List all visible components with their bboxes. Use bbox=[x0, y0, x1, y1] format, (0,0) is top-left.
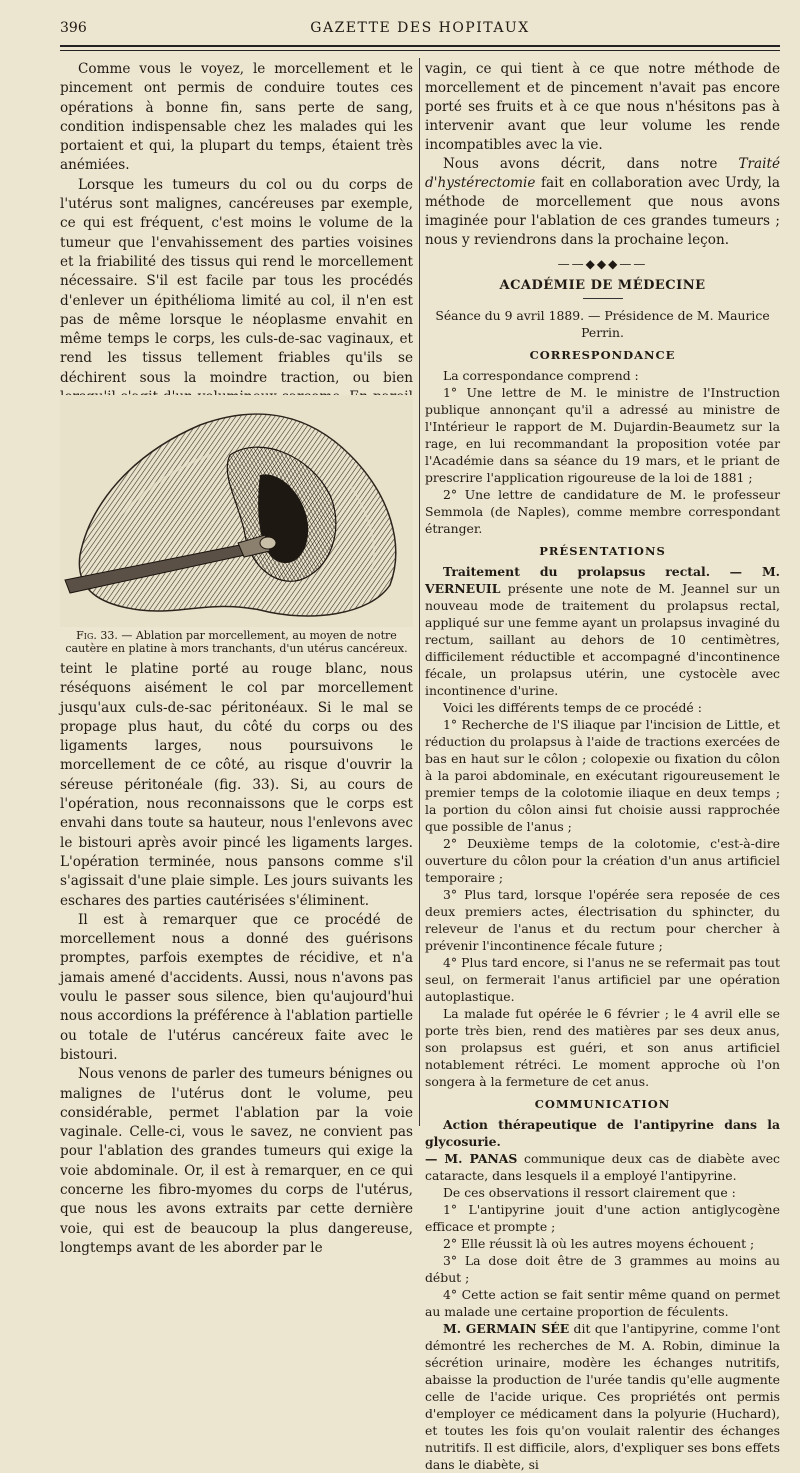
paragraph: teint le platine porté au rouge blanc, nous réséquons aisément le col par morcellement jusqu'aux culs-de-sac péritonéaux. Si le mal se propage plus haut, du côté du corps ou des ligaments larges, nous poursuivons le morcellement de ce côté, au risque d'ouvrir la séreuse péritonéale (fig. 33). Si, au cours de l'opération, nous reconnaissons que le corps est envahi dans toute sa hauteur, nous l'enlevons avec le bistouri après avoir pincé les ligaments larges. L'opération terminée, nous pansons comme s'il s'agissait d'une plaie simple. Les jours suivants les eschares des parties cautérisées s'éliminent. bbox=[60, 661, 413, 909]
paragraph bbox=[425, 155, 780, 250]
article-title: Action thérapeutique de l'antipyrine dans la glycosurie. bbox=[425, 1117, 780, 1149]
book-title: Traité d'hystérectomie bbox=[425, 156, 780, 191]
paragraph: 1° L'antipyrine jouit d'une action antiglycogène efficace et prompte ; bbox=[425, 1202, 780, 1234]
paragraph: La malade fut opérée le 6 février ; le 4 avril elle se porte très bien, rend des matières par ses deux anus, son prolapsus est guéri, et son anus artificiel notablement rétréci. Le moment approche où l'on songera à la fermeture de cet anus. bbox=[425, 1006, 780, 1089]
author: — M. VERNEUIL bbox=[425, 564, 780, 596]
subheading-correspondance: CORRESPONDANCE bbox=[529, 348, 676, 362]
title-rule bbox=[583, 298, 623, 299]
figure-label: Fig. 33. bbox=[76, 629, 118, 642]
paragraph: 1° Recherche de l'S iliaque par l'incision de Little, et réduction du prolapsus à l'aide de tractions exercées de bas en haut sur le côlon ; colopexie ou fixation du côlon à la paroi abdominale, en exécutant rigoureusement le premier temps de la colotomie iliaque en deux temps ; la portion du côlon ainsi fut choisie aussi rapprochée que possible de l'anus ; bbox=[425, 717, 780, 834]
figure-caption-text: — Ablation par morcellement, au moyen de notre cautère en platine à mors tranchants, d'un utérus cancéreux. bbox=[65, 629, 408, 655]
paragraph: Il est à remarquer que ce procédé de morcellement nous a donné des guérisons promptes, parfois exemptes de récidive, et n'a jamais amené d'accidents. Aussi, nous n'avons pas voulu le passer sous silence, bien qu'aujourd'hui nous accordions la préférence à l'ablation partielle ou totale de l'utérus cancéreux faite avec le bistouri. bbox=[60, 911, 413, 1063]
text: dit que l'antipyrine, comme l'ont démontré les recherches de M. A. Robin, diminue la sécrétion urinaire, modère les échanges nutritifs, abaisse la production de l'urée tandis qu'elle augmente celle de l'acide urique. Ces propriétés ont permis d'employer ce médicament dans la polyurie (Huchard), et toutes les fois qu'on voulait ralentir des échanges nutritifs. Il est difficile, alors, d'expliquer ses bons effets dans le diabète, si bbox=[425, 1321, 780, 1472]
paragraph: 2° Une lettre de candidature de M. le professeur Semmola (de Naples), comme membre correspondant étranger. bbox=[425, 487, 780, 536]
subheading-communication: COMMUNICATION bbox=[534, 1097, 671, 1111]
paragraph: 2° Deuxième temps de la colotomie, c'est-à-dire ouverture du côlon pour la création d'un anus artificiel temporaire ; bbox=[425, 836, 780, 885]
seance-line: Séance du 9 avril 1889. — Présidence de M. Maurice Perrin. bbox=[435, 308, 770, 340]
section-ornament: ——◆◆◆—— bbox=[557, 257, 648, 271]
text: fait en collaboration avec Urdy, la méthode de morcellement que nous avons imaginée pour l'ablation de ces grandes tumeurs ; nous y reviendrons dans la prochaine leçon. bbox=[425, 175, 780, 248]
paragraph bbox=[425, 1150, 780, 1184]
paragraph: 3° La dose doit être de 3 grammes au moins au début ; bbox=[425, 1253, 780, 1285]
figure-caption bbox=[60, 629, 413, 655]
text: communique deux cas de diabète avec cataracte, dans lesquels il a employé l'antipyrine. bbox=[425, 1151, 780, 1183]
paragraph: 4° Cette action se fait sentir même quand on permet au malade une certaine proportion de féculents. bbox=[425, 1287, 780, 1319]
paragraph: Comme vous le voyez, le morcellement et le pincement ont permis de conduire toutes ces opérations à bonne fin, sans perte de sang, condition indispensable chez les malades qui les portaient et qui, la plupart du temps, étaient très anémiées. bbox=[60, 61, 413, 174]
subheading-presentations: PRÉSENTATIONS bbox=[539, 544, 666, 558]
paragraph: 3° Plus tard, lorsque l'opérée sera reposée de ces deux premiers actes, électrisation du sphincter, du releveur de l'anus et du rectum pour chercher à prévenir l'incontinence fécale future ; bbox=[425, 887, 780, 953]
paragraph: 1° Une lettre de M. le ministre de l'Instruction publique annonçant qu'il a adressé au ministre de l'Intérieur le rapport de M. Dujardin-Beaumetz sur la rage, en lui recommandant la proposition votée par l'Académie dans sa séance du 19 mars, et le priant de prescrire l'application rigoureuse de la loi de 1881 ; bbox=[425, 385, 780, 485]
article-title: Traitement du prolapsus rectal. bbox=[443, 564, 711, 579]
paragraph: De ces observations il ressort clairement que : bbox=[443, 1185, 736, 1200]
column-divider bbox=[419, 58, 420, 1126]
paragraph: Nous venons de parler des tumeurs bénignes ou malignes de l'utérus dont le volume, peu considérable, permet l'ablation par la voie vaginale. Celle-ci, vous le savez, ne convient pas pour l'ablation des grandes tumeurs qui exige la voie abdominale. Or, il est à remarquer, en ce qui concerne les fibro-myomes du corps de l'utérus, que nous les avons extraits par cette dernière voie, qui est de beaucoup la plus dangereuse, longtemps avant de les aborder par le bbox=[60, 1066, 413, 1256]
left-column-bottom bbox=[60, 660, 413, 1258]
journal-title: GAZETTE DES HOPITAUX bbox=[310, 20, 530, 36]
page-header bbox=[60, 20, 780, 40]
paragraph bbox=[425, 1320, 780, 1473]
page-number: 396 bbox=[60, 20, 87, 36]
section-title: ACADÉMIE DE MÉDECINE bbox=[499, 278, 706, 293]
author: — M. PANAS bbox=[425, 1151, 518, 1166]
paragraph: La correspondance comprend : bbox=[443, 368, 639, 383]
paragraph bbox=[425, 1116, 780, 1150]
uterus-engraving-illustration bbox=[60, 395, 413, 627]
paragraph: 2° Elle réussit là où les autres moyens échouent ; bbox=[443, 1236, 755, 1251]
paragraph: vagin, ce qui tient à ce que notre méthode de morcellement et de pincement n'avait pas encore porté ses fruits et à ce que nous n'hésitons pas à intervenir avant que leur volume les rende incompatibles avec la vie. bbox=[425, 61, 780, 153]
text: Nous avons décrit, dans notre bbox=[443, 156, 739, 172]
paragraph bbox=[425, 563, 780, 699]
figure-33 bbox=[60, 395, 413, 663]
author: M. GERMAIN SÉE bbox=[443, 1321, 570, 1336]
right-column bbox=[425, 60, 780, 1473]
paragraph: Lorsque les tumeurs du col ou du corps de l'utérus sont malignes, cancéreuses par exemple, ce qui est fréquent, c'est moins le volume de la tumeur que l'envahissement des parties voisines et la friabilité des tissus qui rend le morcellement nécessaire. S'il est facile par tous les procédés d'enlever un épithélioma limité au col, il n'en est pas de même lorsque le néoplasme envahit en même temps le corps, les culs-de-sac vaginaux, et rend les tissus tellement friables qu'ils se déchirent sous la moindre traction, ou bien bbox=[60, 176, 413, 386]
paragraph: 4° Plus tard encore, si l'anus ne se refermait pas tout seul, on fermerait l'anus artificiel par une opération autoplastique. bbox=[425, 955, 780, 1004]
header-rule-thin bbox=[60, 50, 780, 51]
header-rule bbox=[60, 45, 780, 47]
paragraph: Voici les différents temps de ce procédé : bbox=[443, 700, 702, 715]
text: présente une note de M. Jeannel sur un nouveau mode de traitement du prolapsus rectal, appliqué sur une femme ayant un prolapsus invaginé du rectum, saillant au dehors de 10 centimètres, difficilement réductible et accompagné d'incontinence fécale, un prolapsus utérin, une cystocèle avec incontinence d'urine. bbox=[425, 581, 780, 698]
